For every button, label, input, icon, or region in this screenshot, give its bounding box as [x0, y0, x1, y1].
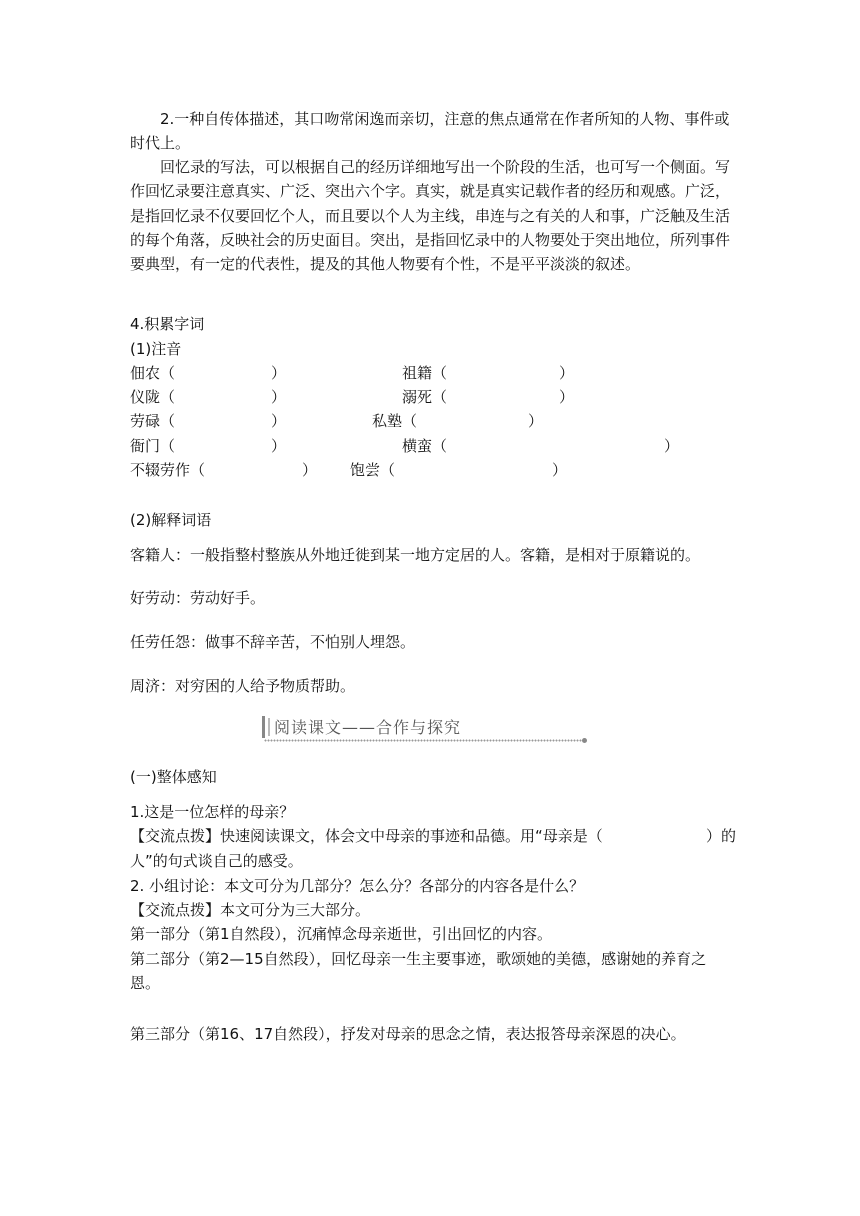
pinyin-item-right: 私塾（	[372, 412, 418, 430]
definition-item: 任劳任怨：做事不辞辛苦，不怕别人埋怨。	[130, 633, 416, 651]
section-heading: (一)整体感知	[130, 768, 217, 786]
pinyin-item-right: 溺死（	[402, 388, 448, 406]
question-2: 2. 小组讨论：本文可分为几部分？怎么分？各部分的内容各是什么？	[130, 877, 585, 895]
paragraph-memoir-writing	[130, 155, 732, 276]
question-1: 1.这是一位怎样的母亲？	[130, 803, 295, 821]
text-line: 时代上。	[130, 134, 191, 153]
pinyin-blank-close: ）	[271, 364, 287, 382]
pinyin-blank-close: ）	[559, 388, 575, 406]
text-line: 2.一种自传体描述，其口吻常闲逸而亲切，注意的焦点通常在作者所知的人物、事件或	[160, 110, 730, 128]
text-line: 作回忆录要注意真实、广泛、突出六个字。真实，就是真实记载作者的经历和观感。广泛，	[130, 182, 731, 201]
section-banner	[262, 714, 586, 744]
text-line: 的每个角落，反映社会的历史面目。突出，是指回忆录中的人物要处于突出地位，所列事件	[130, 230, 731, 249]
part-2: 第二部分（第2—15自然段），回忆母亲一生主要事迹，歌颂她的美德，感谢她的养育之	[130, 950, 707, 968]
pinyin-item-right: 横蛮（	[402, 437, 448, 455]
question-2-tip: 【交流点拨】本文可分为三大部分。	[130, 901, 371, 919]
pinyin-blank-close: ）	[528, 412, 544, 430]
text-line: 要典型，有一定的代表性，提及的其他人物要有个性，不是平平淡淡的叙述。	[130, 255, 641, 274]
pinyin-blank-close: ）	[271, 412, 287, 430]
banner-end-dot	[582, 738, 587, 743]
question-1-tip-blank-close: ）的	[706, 827, 737, 845]
pinyin-item-left: 衙门（	[130, 437, 176, 455]
definitions-subheading: (2)解释词语	[130, 511, 212, 529]
definition-item: 周济：对穷困的人给予物质帮助。	[130, 677, 356, 695]
pinyin-item-right: 祖籍（	[402, 364, 448, 382]
text-line: 回忆录的写法，可以根据自己的经历详细地写出一个阶段的生活，也可写一个侧面。写	[160, 158, 731, 176]
pinyin-item-left: 佃农（	[130, 364, 176, 382]
text-line: 是指回忆录不仅要回忆个人，而且要以个人为主线，串连与之有关的人和事，广泛触及生活	[130, 206, 731, 225]
pinyin-blank-close: ）	[559, 364, 575, 382]
pinyin-blank-close: ）	[302, 461, 318, 479]
question-1-tip: 【交流点拨】快速阅读课文，体会文中母亲的事迹和品德。用“母亲是（	[130, 827, 603, 845]
pinyin-subheading: (1)注音	[130, 340, 182, 358]
pinyin-blank-close: ）	[664, 437, 680, 455]
part-1: 第一部分（第1自然段），沉痛悼念母亲逝世，引出回忆的内容。	[130, 925, 553, 943]
pinyin-blank-close: ）	[271, 388, 287, 406]
part-2-cont: 恩。	[130, 974, 161, 992]
banner-title: 阅读课文——合作与探究	[274, 718, 462, 737]
pinyin-blank-close: ）	[552, 461, 568, 479]
pinyin-item-left: 不辍劳作（	[130, 461, 206, 479]
question-1-tip-cont: 人”的句式谈自己的感受。	[130, 852, 303, 870]
pinyin-blank-close: ）	[271, 437, 287, 455]
pinyin-item-left: 劳碌（	[130, 412, 176, 430]
banner-bar	[268, 718, 270, 736]
vocab-heading: 4.积累字词	[130, 315, 205, 333]
definition-item: 好劳动：劳动好手。	[130, 589, 266, 607]
banner-dotted-rule	[264, 739, 584, 743]
part-3: 第三部分（第16、17自然段），抒发对母亲的思念之情，表达报答母亲深恩的决心。	[130, 1025, 686, 1043]
pinyin-item-right: 饱尝（	[350, 461, 396, 479]
pinyin-item-left: 仪陇（	[130, 388, 176, 406]
paragraph-autobiography	[130, 107, 732, 156]
definition-item: 客籍人：一般指整村整族从外地迁徙到某一地方定居的人。客籍，是相对于原籍说的。	[130, 546, 701, 564]
banner-bar	[262, 716, 265, 738]
